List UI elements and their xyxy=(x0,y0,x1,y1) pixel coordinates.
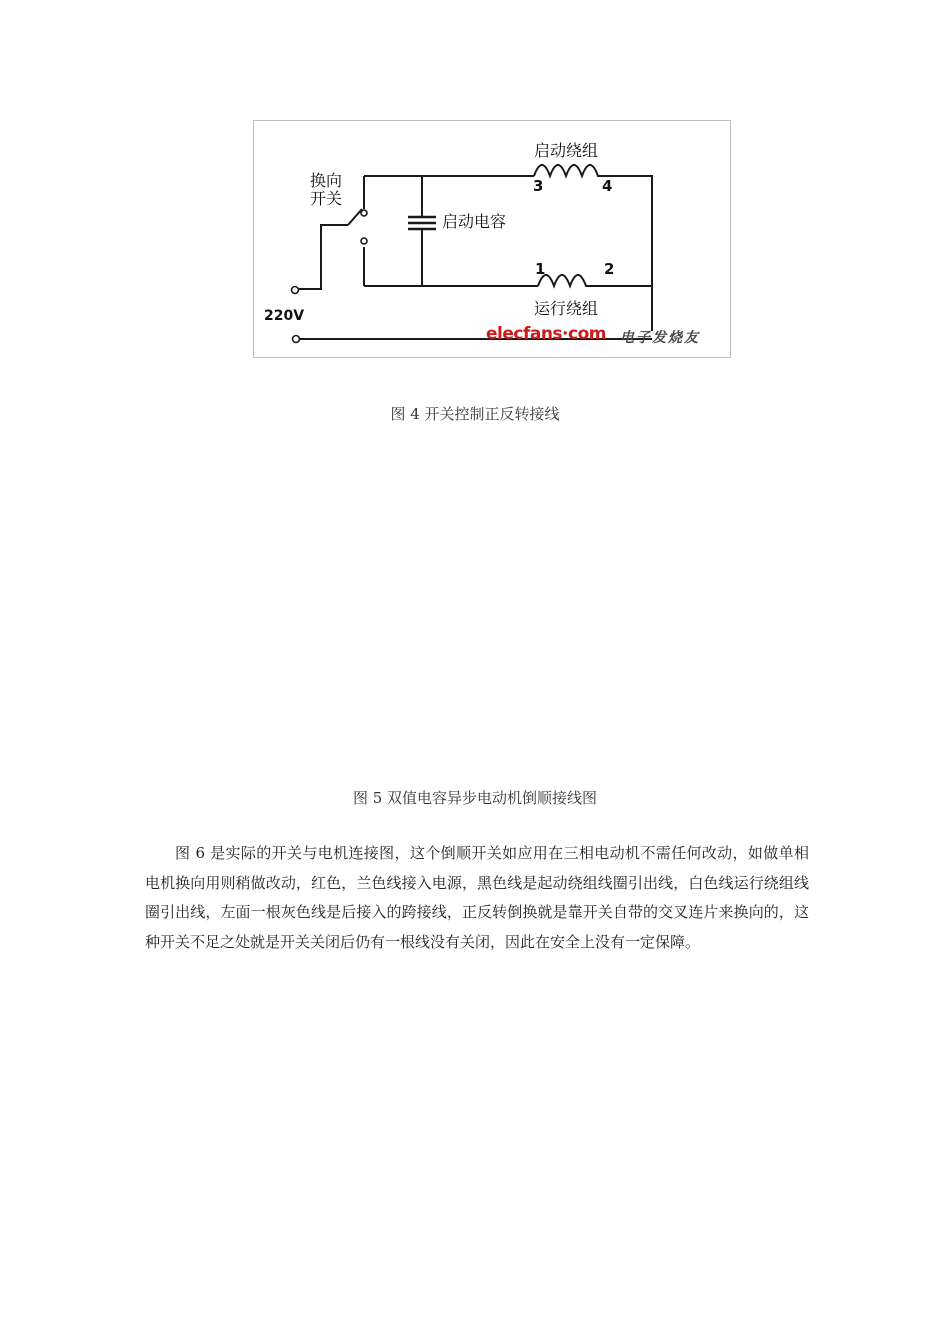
elecfans-watermark: elecfans·com xyxy=(486,324,606,344)
figure-5-caption: 图 5 双值电容异步电动机倒顺接线图 xyxy=(352,789,598,807)
switch-label-line1: 换向 xyxy=(310,171,343,190)
start-winding-coil xyxy=(534,165,604,176)
figure-4-caption: 图 4 开关控制正反转接线 xyxy=(390,405,560,423)
switch-feed-wire xyxy=(298,225,348,289)
top-right-wire xyxy=(604,176,652,331)
figure-4-wiring-diagram xyxy=(253,120,731,358)
pin-1-label: 1 xyxy=(535,260,546,278)
switch-blade xyxy=(348,209,362,225)
elecfans-watermark-cn: 电子发烧友 xyxy=(620,330,700,346)
switch-contact-upper xyxy=(361,210,367,216)
terminal-live xyxy=(292,287,299,294)
run-winding-coil xyxy=(538,275,602,286)
circuit-schematic xyxy=(254,121,730,357)
switch-contact-lower xyxy=(361,238,367,244)
start-winding-label: 启动绕组 xyxy=(534,141,599,160)
switch-label-line2: 开关 xyxy=(310,189,343,208)
voltage-label: 220V xyxy=(264,308,305,324)
pin-4-label: 4 xyxy=(602,177,613,195)
start-capacitor-label: 启动电容 xyxy=(442,212,507,231)
pin-2-label: 2 xyxy=(604,260,615,278)
terminal-neutral xyxy=(293,336,300,343)
pin-3-label: 3 xyxy=(533,177,544,195)
body-paragraph: 图 6 是实际的开关与电机连接图，这个倒顺开关如应用在三相电动机不需任何改动，如做单相电机换向用则稍做改动，红色，兰色线接入电源，黑色线是起动绕组线圈引出线，白色线运行绕组线圈引出线，左面一根灰色线是后接入的跨接线，正反转倒换就是靠开关自带的交叉连片来换向的，这种开关不足之处就是开关关闭后仍有一根线没有关闭，因此在安全上没有一定保障。 xyxy=(145,844,809,951)
run-winding-label: 运行绕组 xyxy=(534,299,599,318)
